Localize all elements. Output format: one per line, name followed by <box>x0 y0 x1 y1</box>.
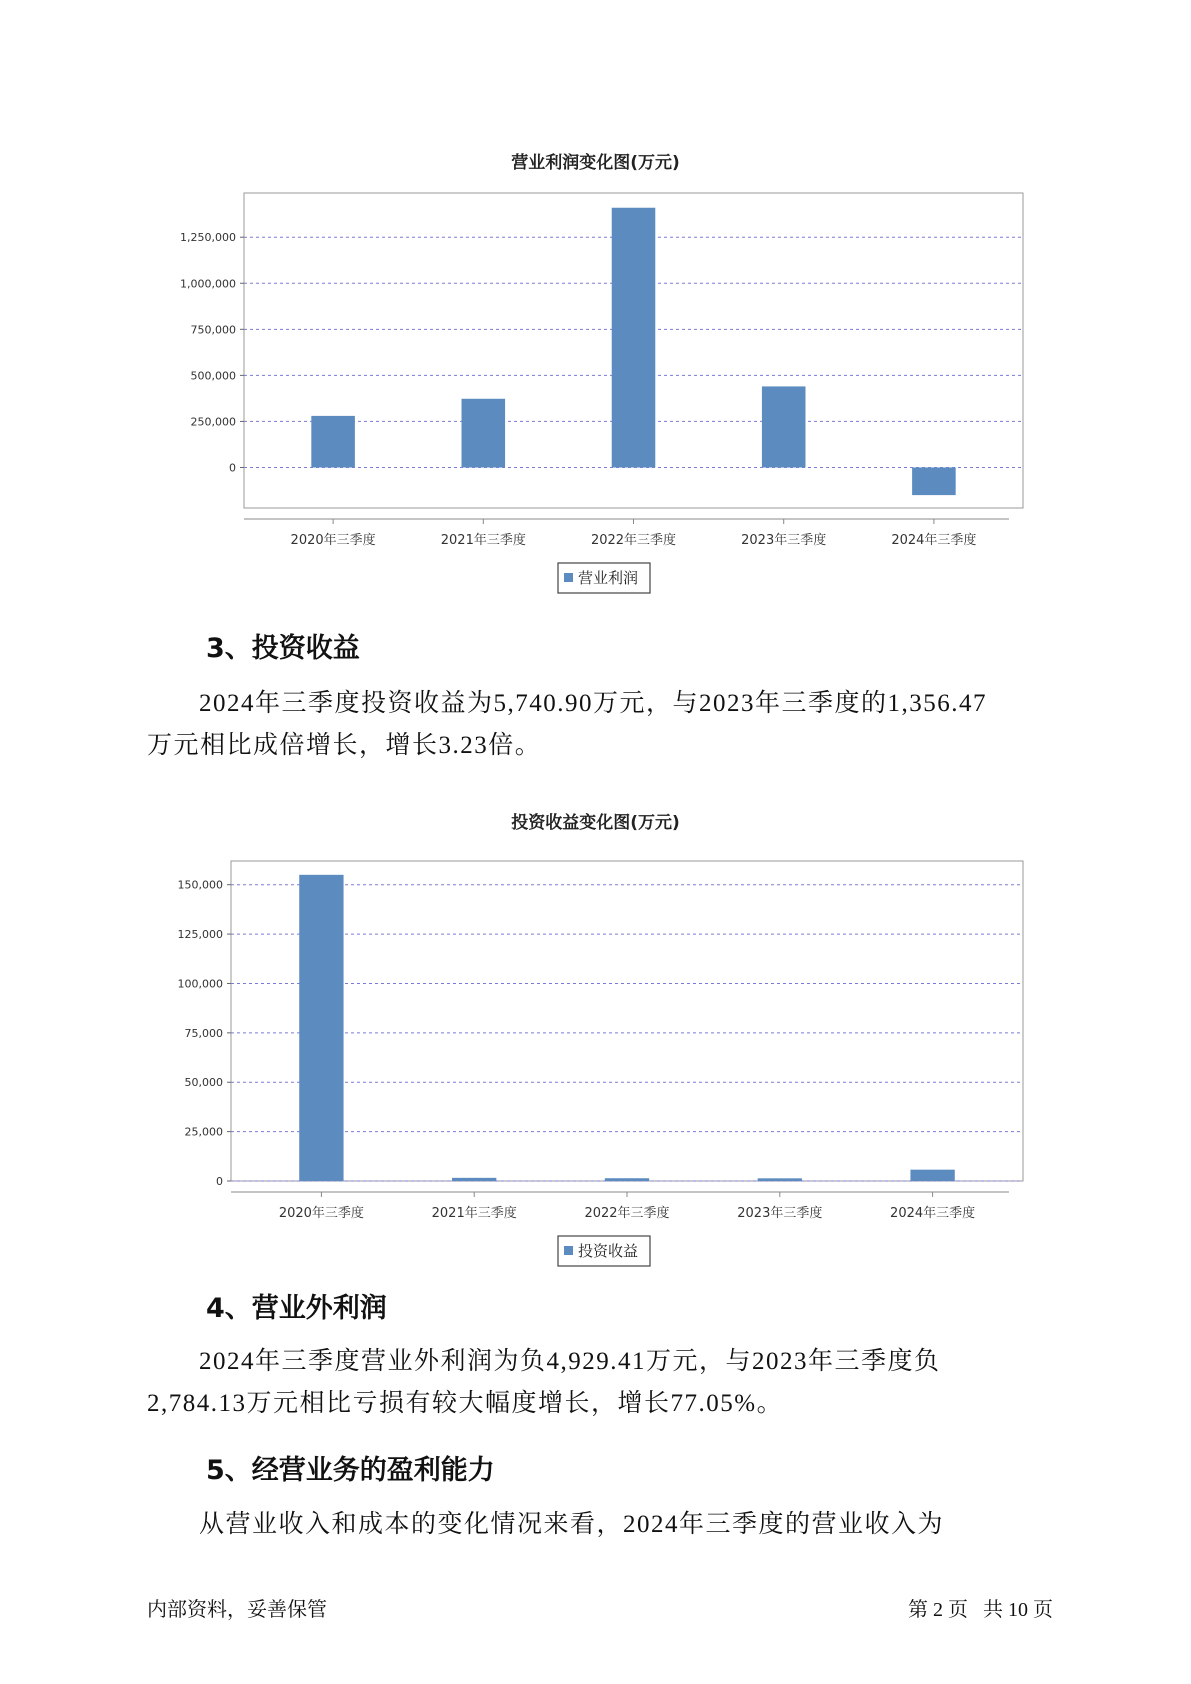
x-tick-label: 2020年三季度 <box>290 533 376 548</box>
y-tick-label: 1,000,000 <box>180 277 236 291</box>
bar <box>299 875 343 1181</box>
paragraph-line: 2024年三季度投资收益为5,740.90万元，与2023年三季度的1,356.47 <box>199 690 988 717</box>
section-paragraph <box>147 683 1047 767</box>
x-tick-label: 2021年三季度 <box>440 533 526 548</box>
y-tick-label: 75,000 <box>184 1026 223 1040</box>
chart-title: 投资收益变化图(万元) <box>511 813 680 833</box>
section-heading: 4、营业外利润 <box>206 1293 387 1324</box>
legend-label: 营业利润 <box>578 569 639 587</box>
plot-area <box>231 861 1023 1181</box>
paragraph-line: 2024年三季度营业外利润为负4,929.41万元，与2023年三季度负 <box>199 1348 941 1375</box>
paragraph-line: 万元相比成倍增长，增长3.23倍。 <box>147 732 542 759</box>
chart-svg <box>0 140 1191 600</box>
chart-svg <box>0 800 1191 1260</box>
investment-income-chart <box>0 800 1191 1260</box>
x-tick-label: 2023年三季度 <box>741 533 827 548</box>
bar <box>910 1170 954 1181</box>
section-heading: 5、经营业务的盈利能力 <box>206 1455 495 1486</box>
bar <box>612 208 656 468</box>
x-tick-label: 2021年三季度 <box>431 1206 517 1221</box>
x-tick-label: 2022年三季度 <box>584 1206 670 1221</box>
y-tick-label: 1,250,000 <box>180 231 236 245</box>
legend-swatch <box>564 573 573 582</box>
y-tick-label: 0 <box>229 461 236 475</box>
bar <box>762 386 806 467</box>
y-tick-label: 100,000 <box>177 977 223 991</box>
chart-title: 营业利润变化图(万元) <box>511 153 680 173</box>
y-tick-label: 25,000 <box>184 1125 223 1139</box>
bar <box>758 1178 802 1181</box>
paragraph-line: 2,784.13万元相比亏损有较大幅度增长，增长77.05%。 <box>147 1390 784 1417</box>
x-tick-label: 2020年三季度 <box>278 1206 364 1221</box>
y-tick-label: 500,000 <box>190 369 236 383</box>
x-tick-label: 2023年三季度 <box>737 1206 823 1221</box>
page-number: 第 2 页 共 10 页 <box>908 1599 1053 1621</box>
bar <box>605 1178 649 1181</box>
y-tick-label: 0 <box>216 1175 223 1188</box>
bar <box>462 399 506 468</box>
bar <box>311 416 355 468</box>
legend-label: 投资收益 <box>578 1242 639 1260</box>
footer-left-note: 内部资料，妥善保管 <box>147 1599 327 1621</box>
bar <box>912 467 956 495</box>
paragraph-line: 从营业收入和成本的变化情况来看，2024年三季度的营业收入为 <box>199 1511 945 1538</box>
x-tick-label: 2024年三季度 <box>890 1206 976 1221</box>
x-tick-label: 2024年三季度 <box>891 533 977 548</box>
section-paragraph <box>147 1504 1047 1546</box>
operating-profit-chart <box>0 140 1191 600</box>
bar <box>452 1178 496 1181</box>
section-heading: 3、投资收益 <box>206 633 360 664</box>
legend-swatch <box>564 1246 573 1255</box>
y-tick-label: 150,000 <box>177 878 223 892</box>
section-paragraph <box>147 1341 1047 1425</box>
x-tick-label: 2022年三季度 <box>590 533 677 548</box>
y-tick-label: 50,000 <box>184 1076 223 1090</box>
y-tick-label: 125,000 <box>177 928 223 942</box>
y-tick-label: 750,000 <box>190 323 236 337</box>
y-tick-label: 250,000 <box>190 415 236 429</box>
